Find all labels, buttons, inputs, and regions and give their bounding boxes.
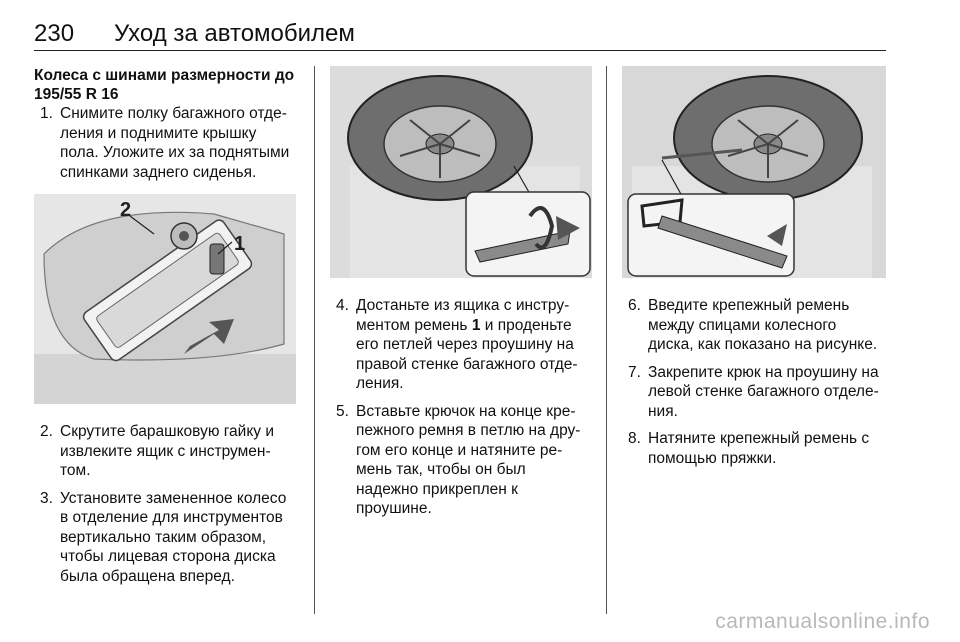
step-text: Введите крепежный ремень между спицами колесного диска, как показано на рисунке. <box>648 297 878 353</box>
step-text: Установите замененное колесо в отделение для инструментов вертикально таким образом, чтобы лицевая сторона диска была обращена вперед. <box>60 489 287 585</box>
step-7 <box>622 363 886 422</box>
column-1 <box>34 66 296 594</box>
step-number: 3. <box>40 489 53 507</box>
callout-2: 2 <box>120 199 132 221</box>
column-3 <box>622 66 886 476</box>
step-number: 2. <box>40 423 53 440</box>
page-header <box>34 18 886 51</box>
step-2 <box>34 422 296 481</box>
step-5 <box>330 402 592 519</box>
step-number: 6. <box>628 297 641 314</box>
figure-strap-left <box>622 66 886 278</box>
step-8 <box>622 429 886 468</box>
figure-tool-box <box>34 194 296 404</box>
step-text: Снимите полку багажного отде-ления и поднимите крышку пола. Уложите их за поднятыми спинками заднего сиденья. <box>60 105 290 181</box>
watermark: carmanualsonline.info <box>715 610 930 633</box>
step-text: Натяните крепежный ремень с помощью пряжки. <box>648 430 870 467</box>
chapter-title: Уход за автомобилем <box>114 20 355 47</box>
step-text: Достаньте из ящика с инстру-ментом ремень <box>356 297 570 334</box>
step-number: 4. <box>336 297 349 314</box>
step-3 <box>34 489 296 587</box>
step-number: 5. <box>336 402 349 420</box>
section-subheading: Колеса с шинами размерности до 195/55 R 16 <box>34 67 295 103</box>
step-number: 1. <box>40 105 53 122</box>
column-2 <box>330 66 592 527</box>
step-1 <box>34 104 296 182</box>
step-text: Закрепите крюк на проушину на левой стенке багажного отделе-ния. <box>648 363 879 420</box>
column-divider <box>314 66 315 614</box>
step-6 <box>622 296 886 355</box>
step-number: 7. <box>628 363 641 381</box>
figure-strap-right <box>330 66 592 278</box>
step-text: Вставьте крючок на конце кре-пежного ремня в петлю на дру-гом его конце и натяните ре-мень так, чтобы он был надежно прикреплен к проушине. <box>356 402 581 517</box>
step-text: и проденьте его петлей через проушину на правой стенке багажного отде-ления. <box>356 316 578 392</box>
step-text: Скрутите барашковую гайку и извлеките ящик с инструмен-том. <box>60 423 275 479</box>
step-number: 8. <box>628 430 641 447</box>
callout-1: 1 <box>234 233 246 255</box>
page-number: 230 <box>34 20 75 47</box>
strap-callout-ref: 1 <box>471 316 481 334</box>
step-4 <box>330 296 592 394</box>
column-divider <box>606 66 607 614</box>
